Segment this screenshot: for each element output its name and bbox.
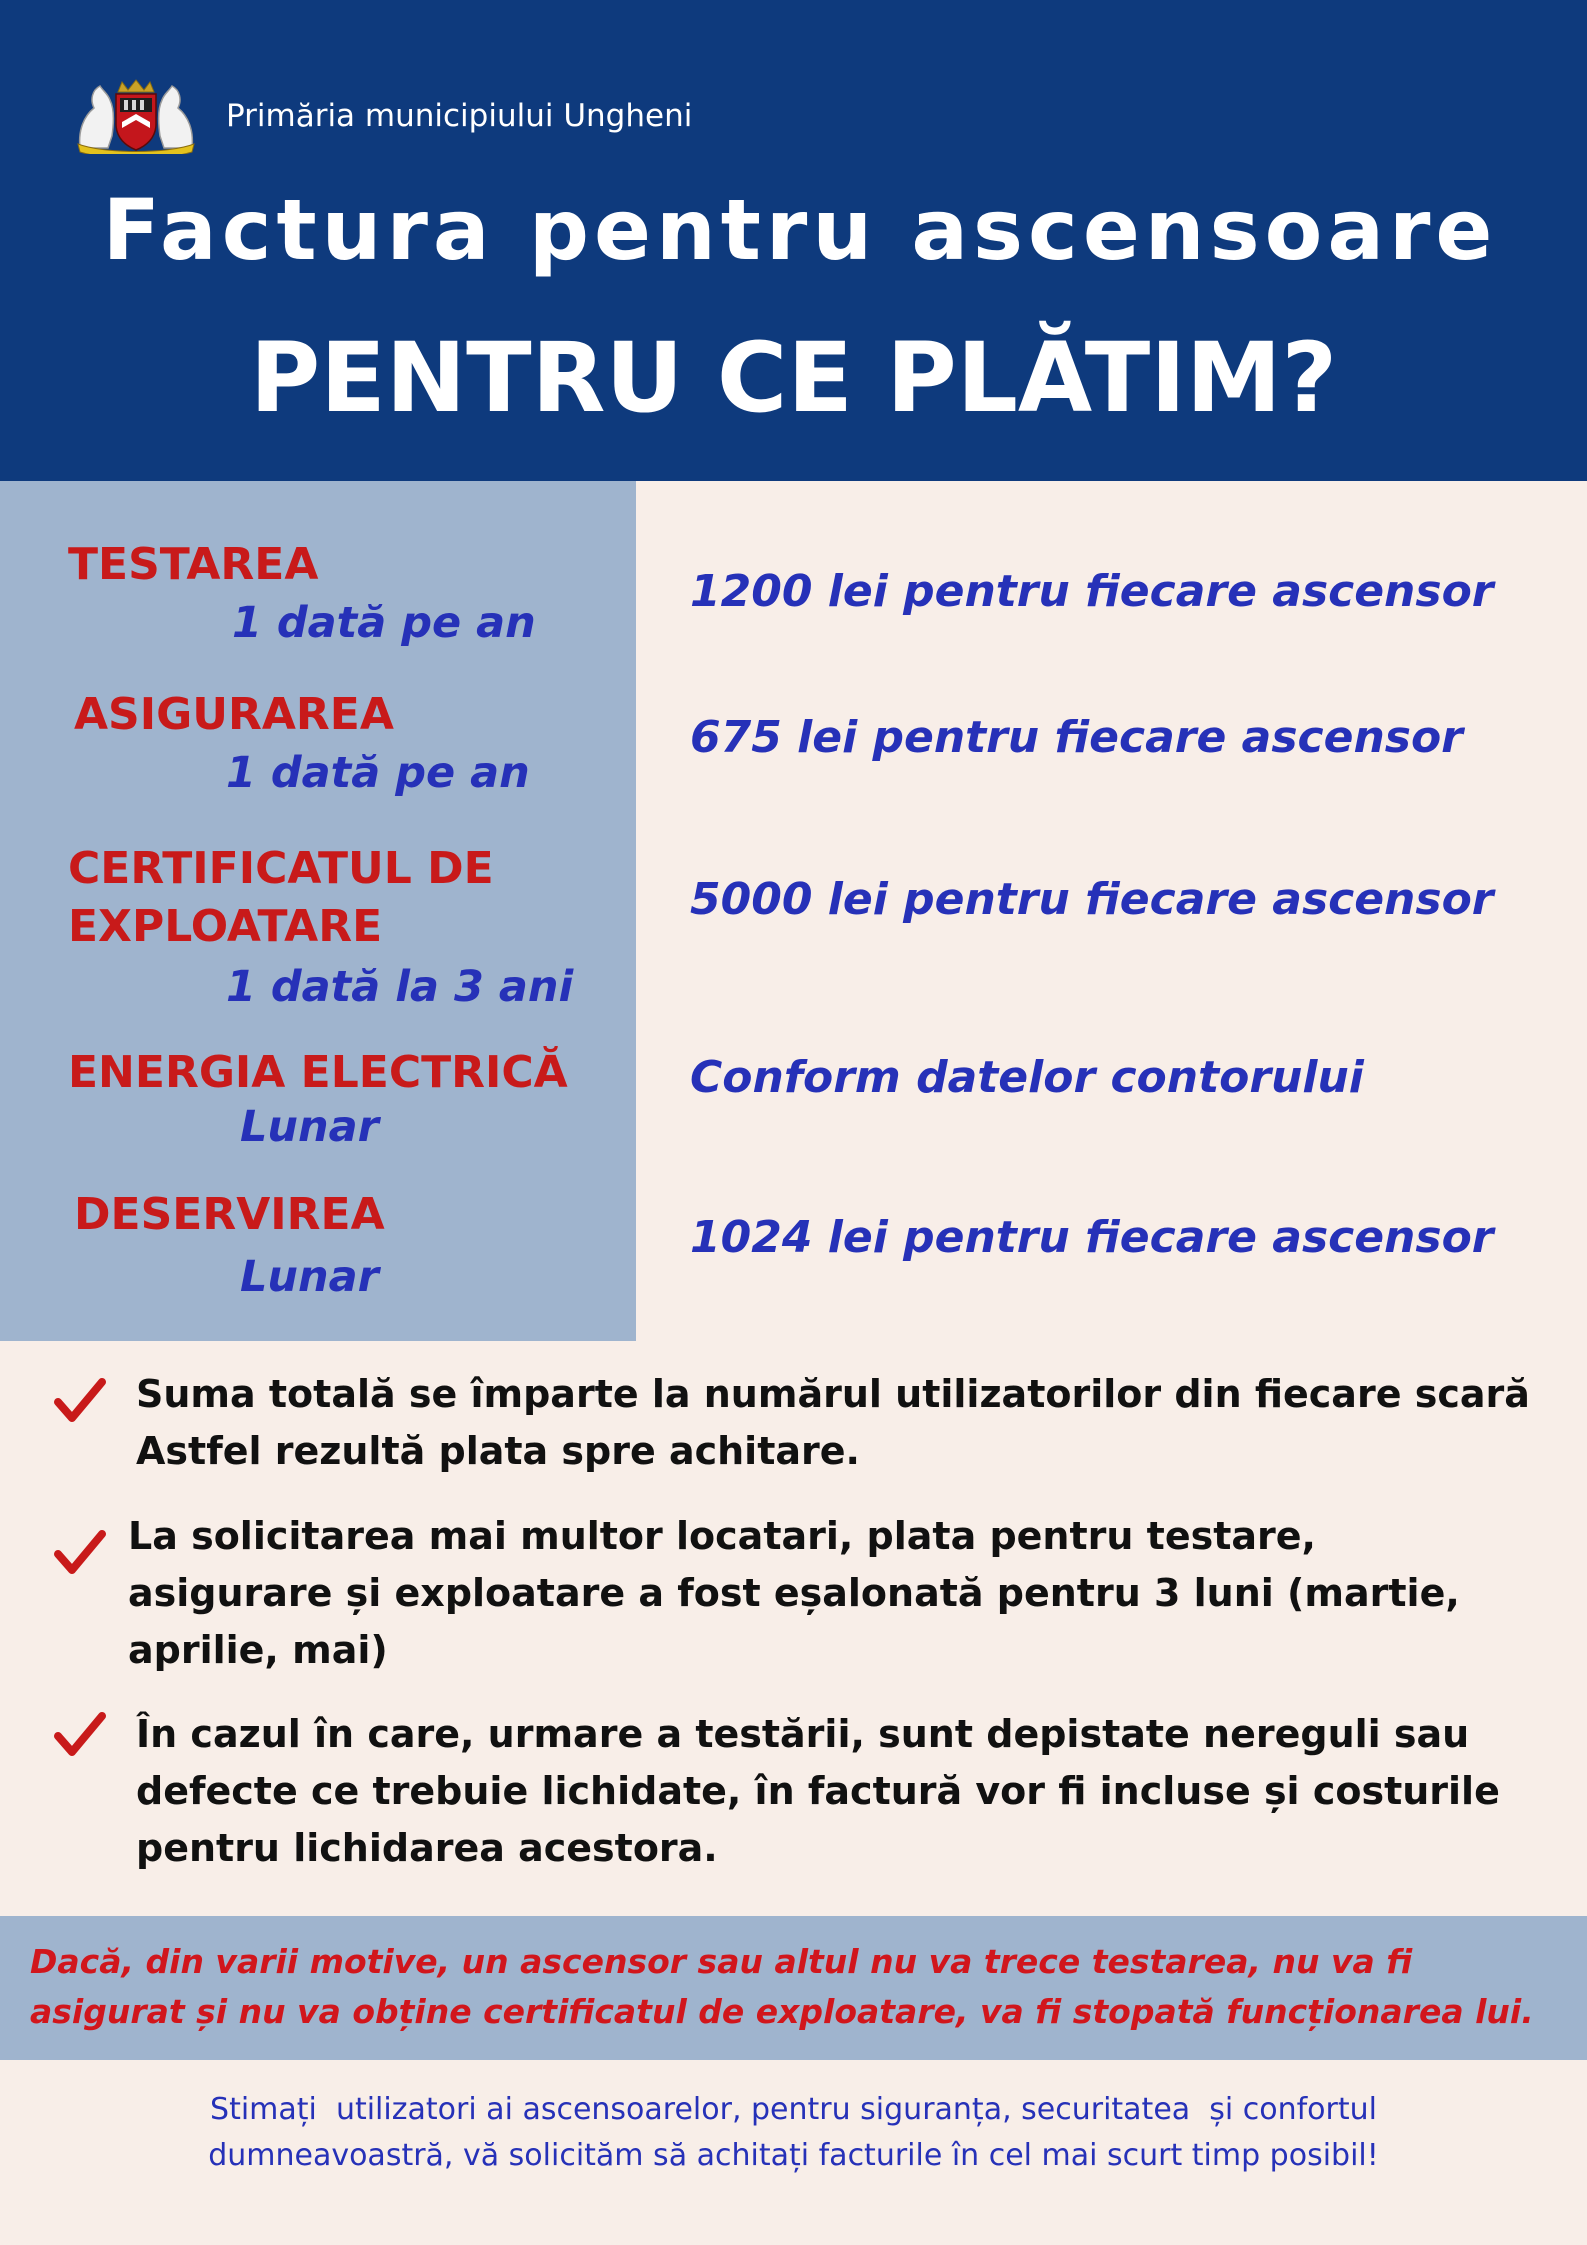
item-frequency-energia: Lunar xyxy=(240,1102,379,1152)
item-name-deservirea: DESERVIREA xyxy=(74,1189,385,1240)
item-name-energia: ENERGIA ELECTRICĂ xyxy=(68,1047,568,1098)
item-price-deservirea: 1024 lei pentru fiecare ascensor xyxy=(690,1212,1494,1263)
note-3 xyxy=(136,1706,1576,1877)
item-price-asigurarea: 675 lei pentru fiecare ascensor xyxy=(690,712,1463,763)
note-2 xyxy=(128,1508,1568,1679)
checkmark-icon xyxy=(54,1378,106,1424)
warning-line-1: Dacă, din varii motive, un ascensor sau altul nu va trece testarea, nu va fi xyxy=(30,1942,1413,1981)
warning-line-2: asigurat și nu va obține certificatul de exploatare, va fi stopată funcționarea lui. xyxy=(30,1992,1534,2031)
note-2-line-1: La solicitarea mai multor locatari, plata pentru testare, xyxy=(128,1514,1316,1558)
checkmark-icon xyxy=(54,1530,106,1576)
note-3-line-1: În cazul în care, urmare a testării, sunt depistate nereguli sau xyxy=(136,1712,1470,1756)
note-3-line-2: defecte ce trebuie lichidate, în factură vor fi incluse și costurile xyxy=(136,1769,1500,1813)
footer-text xyxy=(40,2087,1547,2179)
item-frequency-asigurarea: 1 dată pe an xyxy=(226,748,530,798)
page-title: Factura pentru ascensoare xyxy=(102,181,1498,279)
item-frequency-testarea: 1 dată pe an xyxy=(232,598,536,648)
note-3-line-3: pentru lichidarea acestora. xyxy=(136,1826,718,1870)
footer-line-1: Stimați utilizatori ai ascensoarelor, pentru siguranța, securitatea și confortul xyxy=(210,2092,1377,2127)
item-name-certificatul-line-2: EXPLOATARE xyxy=(68,901,383,952)
warning-text xyxy=(30,1937,1570,2037)
note-2-line-2: asigurare și exploatare a fost eșalonată pentru 3 luni (martie, xyxy=(128,1571,1460,1615)
item-name-certificatul-line-1: CERTIFICATUL DE xyxy=(68,843,494,894)
coat-of-arms-icon xyxy=(74,78,198,154)
item-price-energia: Conform datelor contorului xyxy=(690,1052,1364,1103)
note-1-line-1: Suma totală se împarte la numărul utilizatorilor din fiecare scară xyxy=(136,1372,1530,1416)
note-2-line-3: aprilie, mai) xyxy=(128,1628,388,1672)
item-frequency-certificatul: 1 dată la 3 ani xyxy=(226,962,574,1012)
org-name: Primăria municipiului Ungheni xyxy=(226,98,693,134)
note-1-line-2: Astfel rezultă plata spre achitare. xyxy=(136,1429,860,1473)
item-name-testarea: TESTAREA xyxy=(68,539,319,590)
item-price-testarea: 1200 lei pentru fiecare ascensor xyxy=(690,566,1494,617)
page-subtitle: PENTRU CE PLĂTIM? xyxy=(249,322,1338,434)
item-name-asigurarea: ASIGURAREA xyxy=(74,689,394,740)
checkmark-icon xyxy=(54,1712,106,1758)
note-1 xyxy=(136,1366,1576,1480)
item-frequency-deservirea: Lunar xyxy=(240,1252,379,1302)
footer-line-2: dumneavoastră, vă solicităm să achitați facturile în cel mai scurt timp posibil! xyxy=(208,2138,1379,2173)
header xyxy=(0,0,1587,481)
item-price-certificatul: 5000 lei pentru fiecare ascensor xyxy=(690,874,1494,925)
